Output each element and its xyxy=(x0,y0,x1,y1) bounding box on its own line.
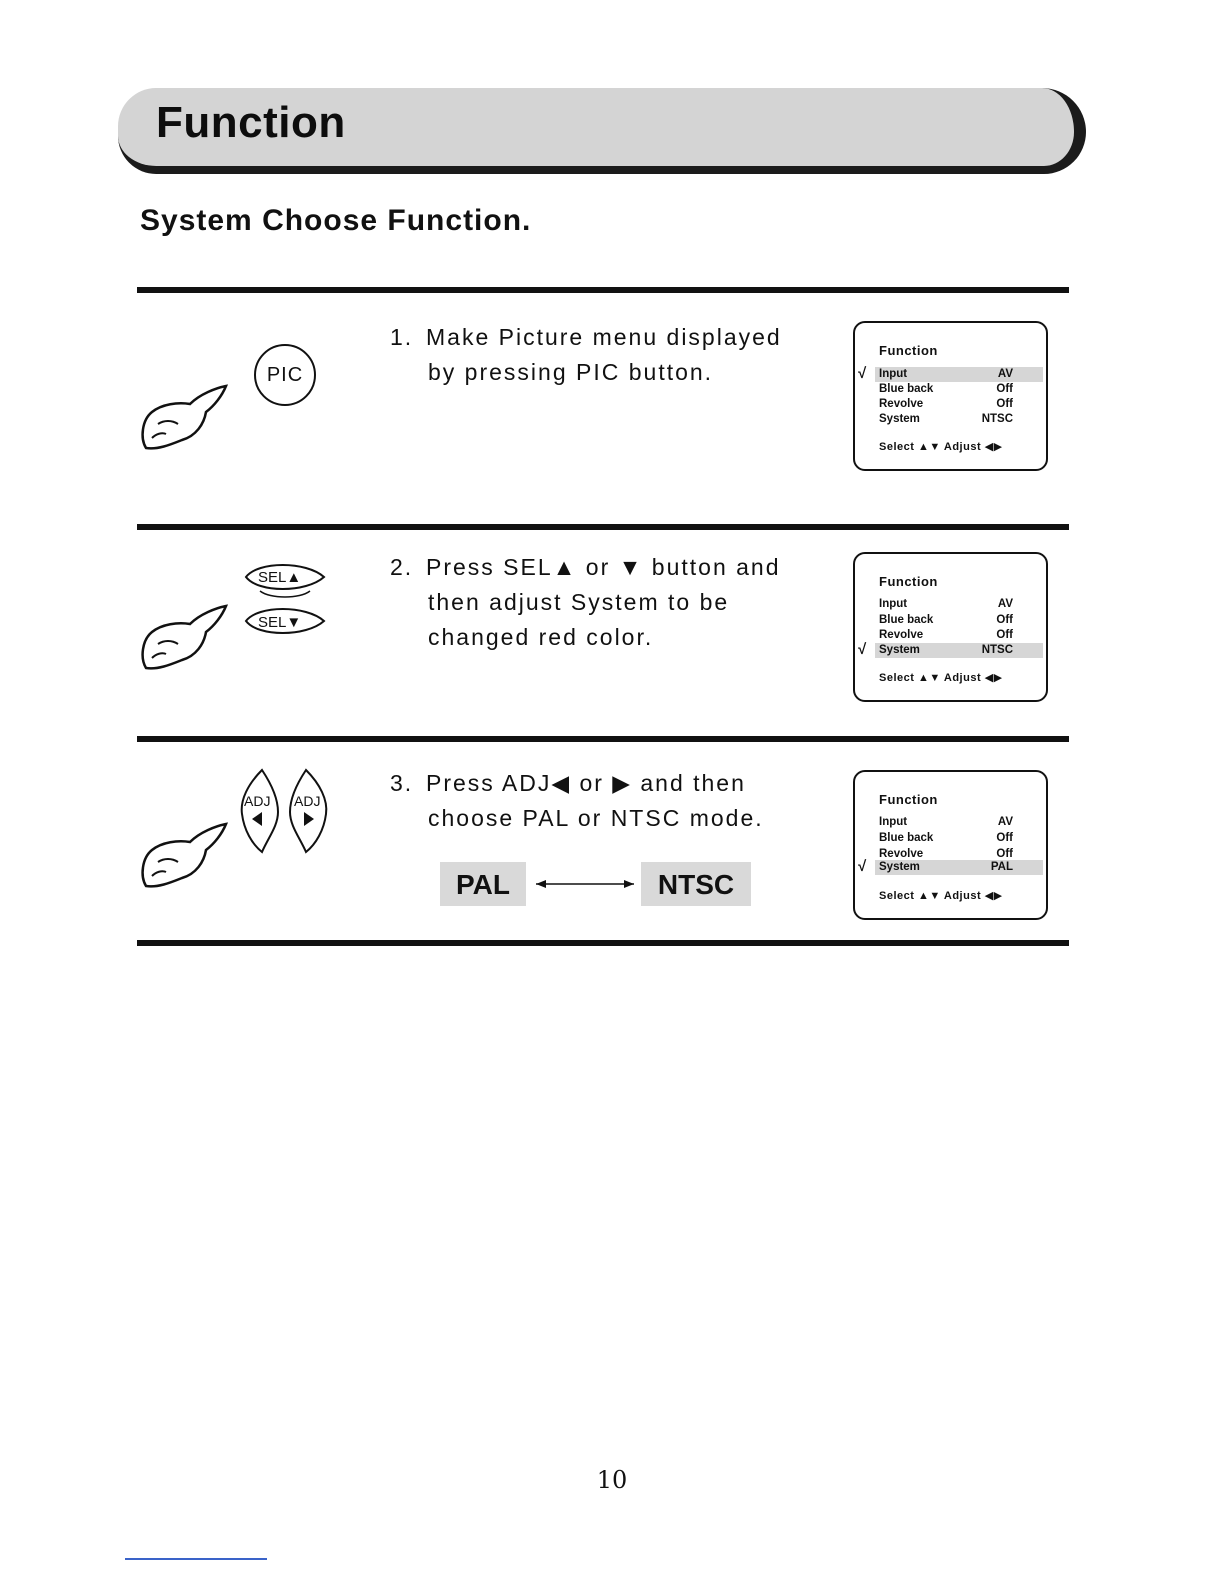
menu-footer: Select ▲▼ Adjust ◀▶ xyxy=(879,672,1003,684)
menu-row-blue-back xyxy=(875,382,1043,397)
divider-bottom xyxy=(137,940,1069,946)
menu-row-value: AV xyxy=(997,816,1013,828)
menu-row-label: System xyxy=(879,861,920,873)
right-arrow-icon xyxy=(304,812,314,826)
menu-row-label: System xyxy=(879,413,920,425)
sel-down-button[interactable]: SEL▼ xyxy=(258,614,302,631)
menu-row-system xyxy=(858,858,1043,875)
menu-row-value: NTSC xyxy=(981,644,1013,656)
pointing-hand-icon xyxy=(138,600,238,675)
menu-row-value: PAL xyxy=(990,861,1013,873)
step-2-text xyxy=(390,550,830,655)
menu-title: Function xyxy=(879,792,938,807)
step-3-text xyxy=(390,766,830,836)
function-menu-2 xyxy=(853,552,1048,702)
menu-row-input xyxy=(858,365,1043,382)
menu-row-input xyxy=(875,597,1043,612)
adj-right-button[interactable]: ADJ xyxy=(294,793,321,809)
menu-row-revolve xyxy=(875,397,1043,412)
step-line: choose PAL or NTSC mode. xyxy=(428,805,764,831)
menu-row-value: AV xyxy=(997,598,1013,610)
menu-row-value: NTSC xyxy=(981,413,1013,425)
menu-row-blue-back xyxy=(875,831,1043,846)
pointing-hand-icon xyxy=(138,818,238,893)
check-mark-icon: √ xyxy=(858,858,867,875)
adj-button-pair xyxy=(238,766,330,858)
menu-row-value: Off xyxy=(996,848,1013,860)
menu-row-value: Off xyxy=(996,614,1013,626)
menu-row-label: Revolve xyxy=(879,629,924,641)
sel-button-pair xyxy=(240,555,330,645)
divider-top xyxy=(137,287,1069,293)
check-mark-icon: √ xyxy=(858,641,867,658)
section-banner xyxy=(118,88,1086,174)
menu-row-label: System xyxy=(879,644,920,656)
pal-mode-label: PAL xyxy=(440,862,526,906)
step-line: Press ADJ◀ or ▶ and then xyxy=(426,770,746,796)
step-number: 3. xyxy=(390,770,414,796)
divider-2 xyxy=(137,736,1069,742)
menu-footer: Select ▲▼ Adjust ◀▶ xyxy=(879,441,1003,453)
page-subtitle: System Choose Function. xyxy=(140,204,532,237)
menu-row-input xyxy=(875,815,1043,830)
menu-footer: Select ▲▼ Adjust ◀▶ xyxy=(879,890,1003,902)
menu-row-blue-back xyxy=(875,613,1043,628)
menu-row-label: Blue back xyxy=(879,832,934,844)
menu-row-label: Input xyxy=(879,368,908,380)
step-1-text xyxy=(390,320,820,390)
menu-row-label: Blue back xyxy=(879,383,934,395)
ntsc-mode-label: NTSC xyxy=(641,862,751,906)
divider-1 xyxy=(137,524,1069,530)
footer-line xyxy=(125,1558,267,1560)
section-title: Function xyxy=(156,98,346,147)
function-menu-1 xyxy=(853,321,1048,471)
step-line: then adjust System to be xyxy=(428,589,730,615)
page-number: 10 xyxy=(596,1466,628,1494)
menu-row-value: Off xyxy=(996,383,1013,395)
menu-row-label: Revolve xyxy=(879,398,924,410)
menu-row-label: Input xyxy=(879,816,908,828)
menu-row-label: Input xyxy=(879,598,908,610)
left-arrow-icon xyxy=(252,812,262,826)
menu-row-value: Off xyxy=(996,398,1013,410)
menu-title: Function xyxy=(879,574,938,589)
step-line: Press SEL▲ or ▼ button and xyxy=(426,554,781,580)
step-number: 1. xyxy=(390,324,414,350)
step-line: by pressing PIC button. xyxy=(428,359,714,385)
menu-row-value: AV xyxy=(997,368,1013,380)
sel-up-button[interactable]: SEL▲ xyxy=(258,569,302,586)
check-mark-icon: √ xyxy=(858,365,867,382)
menu-row-system xyxy=(858,641,1043,658)
double-arrow-icon xyxy=(532,874,638,894)
step-line: Make Picture menu displayed xyxy=(426,324,782,350)
step-number: 2. xyxy=(390,554,414,580)
step-line: changed red color. xyxy=(428,624,654,650)
menu-row-value: Off xyxy=(996,832,1013,844)
function-menu-3 xyxy=(853,770,1048,920)
menu-title: Function xyxy=(879,343,938,358)
menu-row-label: Revolve xyxy=(879,848,924,860)
menu-row-system xyxy=(875,412,1043,427)
adj-left-button[interactable]: ADJ xyxy=(244,793,271,809)
pointing-hand-icon xyxy=(138,380,238,455)
menu-row-revolve xyxy=(875,628,1043,643)
menu-row-label: Blue back xyxy=(879,614,934,626)
pic-button[interactable]: PIC xyxy=(254,344,316,406)
menu-row-value: Off xyxy=(996,629,1013,641)
